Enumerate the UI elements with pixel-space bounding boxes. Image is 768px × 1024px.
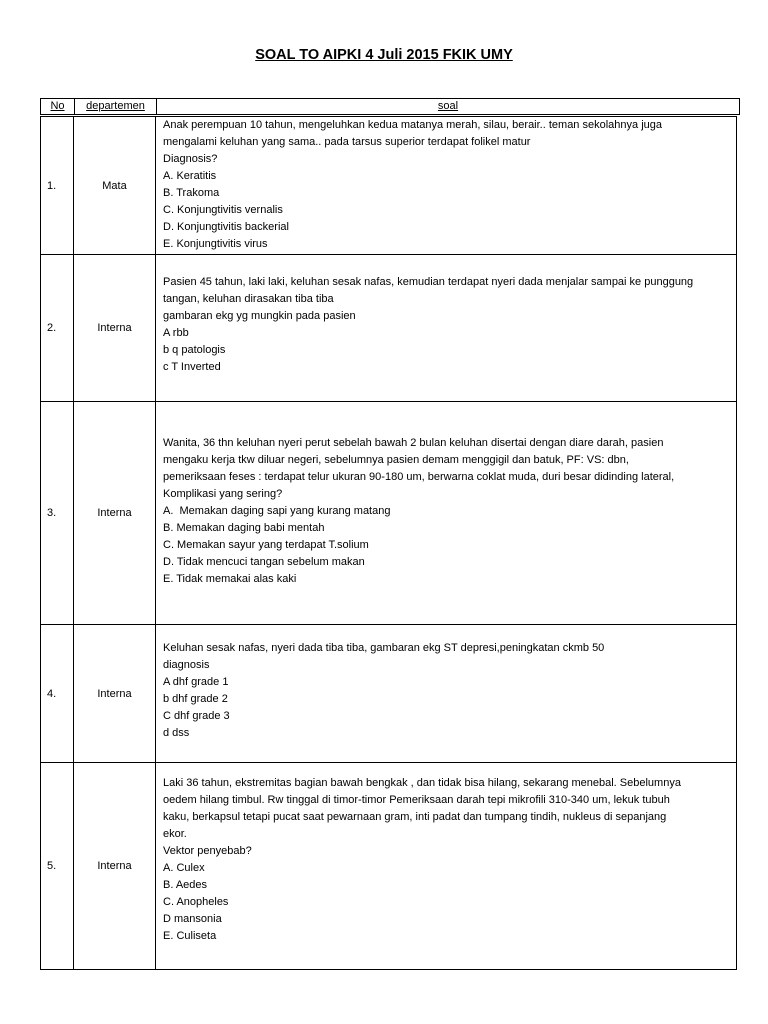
soal-line: D. Tidak mencuci tangan sebelum makan [163,556,365,568]
soal-line: mengalami keluhan yang sama.. pada tarsus superior terdapat folikel matur [163,136,531,148]
soal-line: Vektor penyebab? [163,845,252,857]
soal-line: A. Culex [163,862,205,874]
soal-line: B. Memakan daging babi mentah [163,522,325,534]
soal-line: Diagnosis? [163,153,218,165]
soal-line: E. Konjungtivitis virus [163,238,268,250]
table-row [41,402,737,625]
row-soal [156,625,737,763]
row-departemen: Interna [74,255,156,402]
soal-line: d dss [163,727,190,739]
page-title: SOAL TO AIPKI 4 Juli 2015 FKIK UMY [255,47,513,63]
soal-line: A. Keratitis [163,170,217,182]
soal-line: c T Inverted [163,361,221,373]
soal-line: A. Memakan daging sapi yang kurang matang [163,505,391,517]
row-soal [156,763,737,970]
row-number: 4. [41,625,74,763]
soal-line: B. Aedes [163,879,208,891]
soal-line: B. Trakoma [163,187,220,199]
row-number: 3. [41,402,74,625]
soal-line: kaku, berkapsul tetapi pucat saat pewarnaan gram, inti padat dan tumpang tindih, nukleus di sepanjang [163,811,667,823]
header-soal: soal [437,100,459,112]
row-departemen: Interna [74,763,156,970]
soal-line: ekor. [163,828,187,840]
row-soal [156,255,737,402]
soal-line: b dhf grade 2 [163,693,228,705]
table-row [41,255,737,402]
row-departemen: Mata [74,117,156,255]
row-departemen: Interna [74,402,156,625]
soal-line: Anak perempuan 10 tahun, mengeluhkan kedua matanya merah, silau, berair.. teman sekolahnya juga [163,119,662,131]
row-number: 2. [41,255,74,402]
header-departemen: departemen [75,99,157,114]
soal-line: A dhf grade 1 [163,676,229,688]
soal-line: Keluhan sesak nafas, nyeri dada tiba tiba, gambaran ekg ST depresi,peningkatan ckmb 50 [163,642,605,654]
table-header [40,98,740,115]
table-row [41,763,737,970]
table-row [41,117,737,255]
soal-line: A rbb [163,327,189,339]
row-soal [156,402,737,625]
soal-line: C. Konjungtivitis vernalis [163,204,283,216]
header-no: No [41,99,75,114]
soal-line: gambaran ekg yg mungkin pada pasien [163,310,356,322]
soal-line: C. Anopheles [163,896,229,908]
soal-line: mengaku kerja tkw diluar negeri, sebelumnya pasien demam menggigil dan batuk, PF: VS: dbn, [163,454,629,466]
soal-line: tangan, keluhan dirasakan tiba tiba [163,293,334,305]
row-departemen: Interna [74,625,156,763]
soal-line: diagnosis [163,659,210,671]
soal-line: D. Konjungtivitis backerial [163,221,289,233]
row-number: 1. [41,117,74,255]
soal-line: b q patologis [163,344,226,356]
soal-line: Wanita, 36 thn keluhan nyeri perut sebelah bawah 2 bulan keluhan disertai dengan diare darah, pasien [163,437,664,449]
soal-line: oedem hilang timbul. Rw tinggal di timor-timor Pemeriksaan darah tepi mikrofili 310-340 um, lekuk tubuh [163,794,670,806]
soal-line: E. Culiseta [163,930,217,942]
table-row [41,625,737,763]
soal-line: Pasien 45 tahun, laki laki, keluhan sesak nafas, kemudian terdapat nyeri dada menjalar sampai ke punggung [163,276,694,288]
soal-line: Komplikasi yang sering? [163,488,283,500]
soal-line: C. Memakan sayur yang terdapat T.solium [163,539,369,551]
soal-line: E. Tidak memakai alas kaki [163,573,297,585]
soal-line: C dhf grade 3 [163,710,230,722]
soal-line: Laki 36 tahun, ekstremitas bagian bawah bengkak , dan tidak bisa hilang, sekarang menebal. Sebelumnya [163,777,681,789]
question-table [40,116,737,970]
row-number: 5. [41,763,74,970]
row-soal [156,117,737,255]
soal-line: pemeriksaan feses : terdapat telur ukuran 90-180 um, berwarna coklat muda, duri besar didinding lateral, [163,471,675,483]
soal-line: D mansonia [163,913,222,925]
